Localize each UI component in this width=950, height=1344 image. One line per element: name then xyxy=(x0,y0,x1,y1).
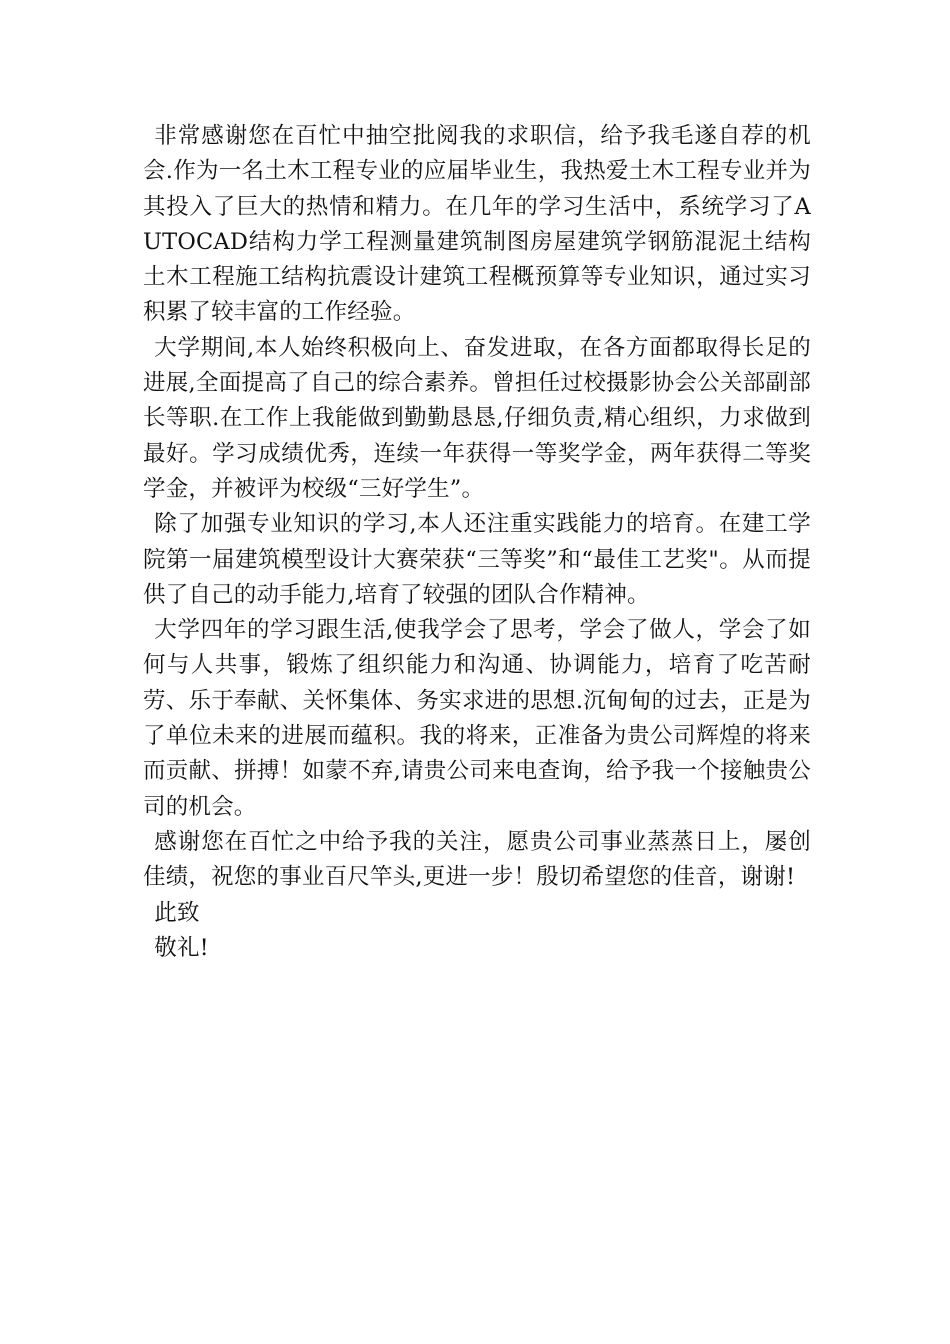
cover-letter-body xyxy=(143,119,811,966)
closing-regards: 敬礼! xyxy=(154,934,209,961)
paragraph-practical-skills: 除了加强专业知识的学习,本人还注重实践能力的培育。在建工学院第一届建筑模型设计大赛荣获“三等奖”和“最佳工艺奖"。从而提供了自己的动手能力,培育了较强的团队合作精神。 xyxy=(143,511,811,608)
paragraph-closing-thanks: 感谢您在百忙之中给予我的关注，愿贵公司事业蒸蒸日上，屡创佳绩，祝您的事业百尺竿头,更进一步！殷切希望您的佳音，谢谢! xyxy=(143,828,811,891)
paragraph-gratitude-and-education: 非常感谢您在百忙中抽空批阅我的求职信，给予我毛遂自荐的机会.作为一名土木工程专业的应届毕业生，我热爱土木工程专业并为其投入了巨大的热情和精力。在几年的学习生活中，系统学习了AUTOCAD结构力学工程测量建筑制图房屋建筑学钢筋混泥土结构土木工程施工结构抗震设计建筑工程概预算等专业知识，通过实习积累了较丰富的工作经验。 xyxy=(143,123,811,326)
paragraph-university-achievements: 大学期间,本人始终积极向上、奋发进取，在各方面都取得长足的进展,全面提高了自己的综合素养。曾担任过校摄影协会公关部副部长等职.在工作上我能做到勤勤恳恳,仔细负责,精心组织，力求做到最好。学习成绩优秀，连续一年获得一等奖学金，两年获得二等奖学金，并被评为校级“三好学生”。 xyxy=(143,334,811,502)
closing-salutation: 此致 xyxy=(154,899,200,926)
paragraph-four-years-growth: 大学四年的学习跟生活,使我学会了思考，学会了做人，学会了如何与人共事，锻炼了组织能力和沟通、协调能力，培育了吃苦耐劳、乐于奉献、关怀集体、务实求进的思想.沉甸甸的过去，正是为了单位未来的进展而蕴积。我的将来，正准备为贵公司辉煌的将来而贡献、拼搏！如蒙不弃,请贵公司来电查询，给予我一个接触贵公司的机会。 xyxy=(143,617,811,820)
